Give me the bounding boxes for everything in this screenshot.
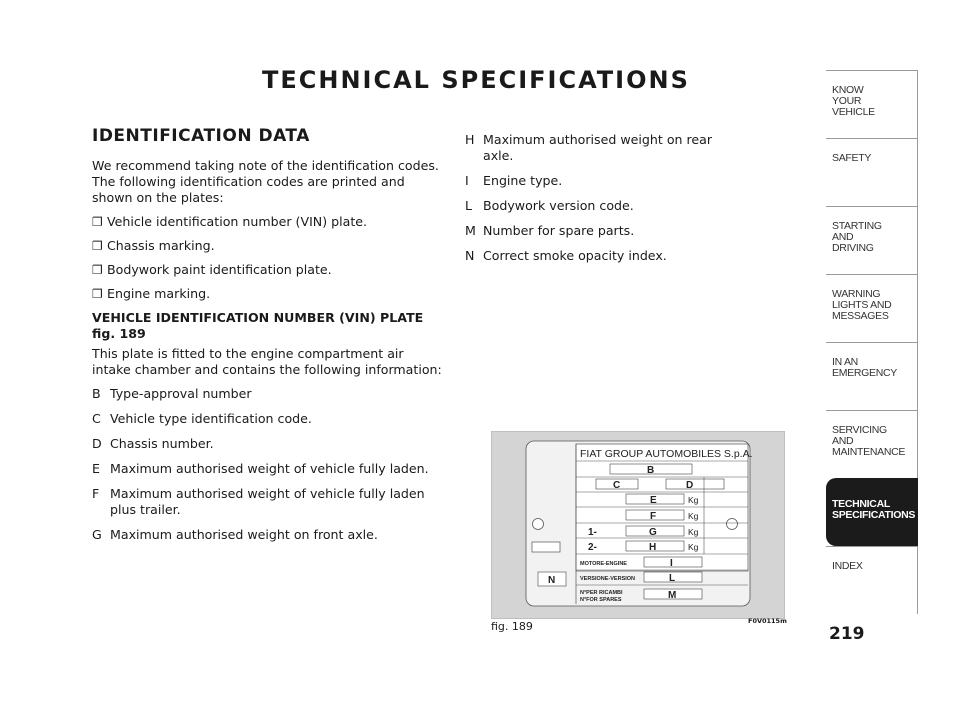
tab-servicing-and-maintenance[interactable] — [826, 410, 918, 478]
tab-know-your-vehicle[interactable] — [826, 70, 918, 138]
axle-1-label: 1- — [588, 527, 597, 538]
tab-index[interactable] — [826, 546, 918, 614]
tab-starting-and-driving[interactable] — [826, 206, 918, 274]
unit-kg: Kg — [688, 542, 699, 552]
list-item: I Engine type. — [465, 173, 563, 188]
tab-label-line: WARNING — [832, 288, 881, 300]
tab-label-line: STARTING — [832, 220, 882, 232]
tab-label-line: DRIVING — [832, 242, 874, 254]
plate-description: This plate is fitted to the engine compartment air intake chamber and contains the following information: — [92, 346, 442, 377]
checkbox-bullet-icon: ❒ — [92, 287, 103, 301]
tab-label-line: MESSAGES — [832, 310, 889, 322]
tab-label — [832, 85, 875, 118]
letter-b: B — [647, 465, 655, 476]
tab-label-line: SERVICING — [832, 424, 887, 436]
tab-label — [832, 221, 882, 254]
tab-label-line: SPECIFICATIONS — [832, 509, 916, 521]
tab-label-line: INDEX — [832, 560, 863, 572]
list-item: E Maximum authorised weight of vehicle fully laden. — [92, 461, 429, 476]
list-item: N Correct smoke opacity index. — [465, 248, 667, 263]
plate-header: FIAT GROUP AUTOMOBILES S.p.A. — [580, 448, 753, 460]
bullet-item: ❒ Engine marking. — [92, 286, 211, 301]
bullet-item: ❒ Chassis marking. — [92, 238, 215, 253]
list-item: M Number for spare parts. — [465, 223, 635, 238]
left-rivet-icon — [533, 519, 544, 530]
intro-paragraph: We recommend taking note of the identification codes. The following identification codes are printed and shown on the plates: — [92, 158, 439, 205]
letter-g: G — [649, 527, 657, 538]
tab-in-an-emergency[interactable] — [826, 342, 918, 410]
tab-warning-lights-and-messages[interactable] — [826, 274, 918, 342]
letter-n: N — [548, 575, 556, 586]
letter-f: F — [650, 511, 657, 522]
list-item: H Maximum authorised weight on rear axle. — [465, 132, 713, 163]
list-item: G Maximum authorised weight on front axle. — [92, 527, 378, 542]
tab-label — [832, 425, 905, 458]
right-column — [465, 132, 735, 273]
letter-e: E — [650, 495, 657, 506]
small-slot — [532, 542, 560, 552]
axle-2-label: 2- — [588, 542, 597, 553]
checkbox-bullet-icon: ❒ — [92, 263, 103, 277]
tab-technical-specifications[interactable] — [826, 478, 918, 546]
vin-plate-figure — [491, 431, 785, 619]
tab-label — [832, 561, 863, 572]
tab-label-line: IN AN — [832, 356, 858, 368]
unit-kg: Kg — [688, 495, 699, 505]
list-item: B Type-approval number — [92, 386, 252, 401]
plate-main-area — [576, 444, 748, 571]
figure-caption: fig. 189 — [491, 620, 533, 633]
letter-d: D — [686, 480, 694, 491]
tab-label-line: YOUR — [832, 95, 862, 107]
page-number: 219 — [829, 624, 865, 644]
tab-label — [832, 289, 891, 322]
tab-label-line: AND — [832, 231, 854, 243]
subheading: VEHICLE IDENTIFICATION NUMBER (VIN) PLATE fig. 189 — [92, 310, 424, 341]
figure-code: F0V0115m — [748, 617, 787, 625]
tab-label-line: EMERGENCY — [832, 367, 897, 379]
list-item: D Chassis number. — [92, 436, 214, 451]
tab-label — [832, 153, 871, 164]
bullet-item: ❒ Bodywork paint identification plate. — [92, 262, 332, 277]
page-title: TECHNICAL SPECIFICATIONS — [262, 66, 690, 94]
checkbox-bullet-icon: ❒ — [92, 215, 103, 229]
tab-label — [832, 499, 915, 521]
checkbox-bullet-icon: ❒ — [92, 239, 103, 253]
tab-label — [832, 357, 897, 379]
tab-label-line: KNOW — [832, 84, 864, 96]
list-item: L Bodywork version code. — [465, 198, 634, 213]
bullet-item: ❒ Vehicle identification number (VIN) plate. — [92, 214, 368, 229]
row-engine-label: MOTORE-ENGINE — [580, 561, 627, 567]
list-item: C Vehicle type identification code. — [92, 411, 312, 426]
letter-h: H — [649, 542, 657, 553]
tab-label-line: MAINTENANCE — [832, 446, 906, 458]
row-spares-label-2: N°FOR SPARES — [580, 597, 622, 603]
tab-label-line: AND — [832, 435, 854, 447]
list-item: F Maximum authorised weight of vehicle fully laden plus trailer. — [92, 486, 425, 517]
section-heading: IDENTIFICATION DATA — [92, 126, 310, 146]
letter-m: M — [668, 590, 677, 601]
letter-c: C — [613, 480, 621, 491]
left-column — [92, 126, 444, 552]
tab-label-line: SAFETY — [832, 152, 872, 164]
row-spares-label-1: N°PER RICAMBI — [580, 590, 623, 596]
letter-i: I — [670, 558, 673, 569]
tab-label-line: TECHNICAL — [832, 498, 890, 510]
right-rivet-icon — [727, 519, 738, 530]
tab-safety[interactable] — [826, 138, 918, 206]
vin-plate-illustration — [492, 432, 784, 618]
tab-label-line: LIGHTS AND — [832, 299, 892, 311]
row-version-label: VERSIONE-VERSION — [580, 576, 636, 582]
unit-kg: Kg — [688, 511, 699, 521]
unit-kg: Kg — [688, 527, 699, 537]
letter-l: L — [669, 573, 676, 584]
tab-label-line: VEHICLE — [832, 106, 875, 118]
